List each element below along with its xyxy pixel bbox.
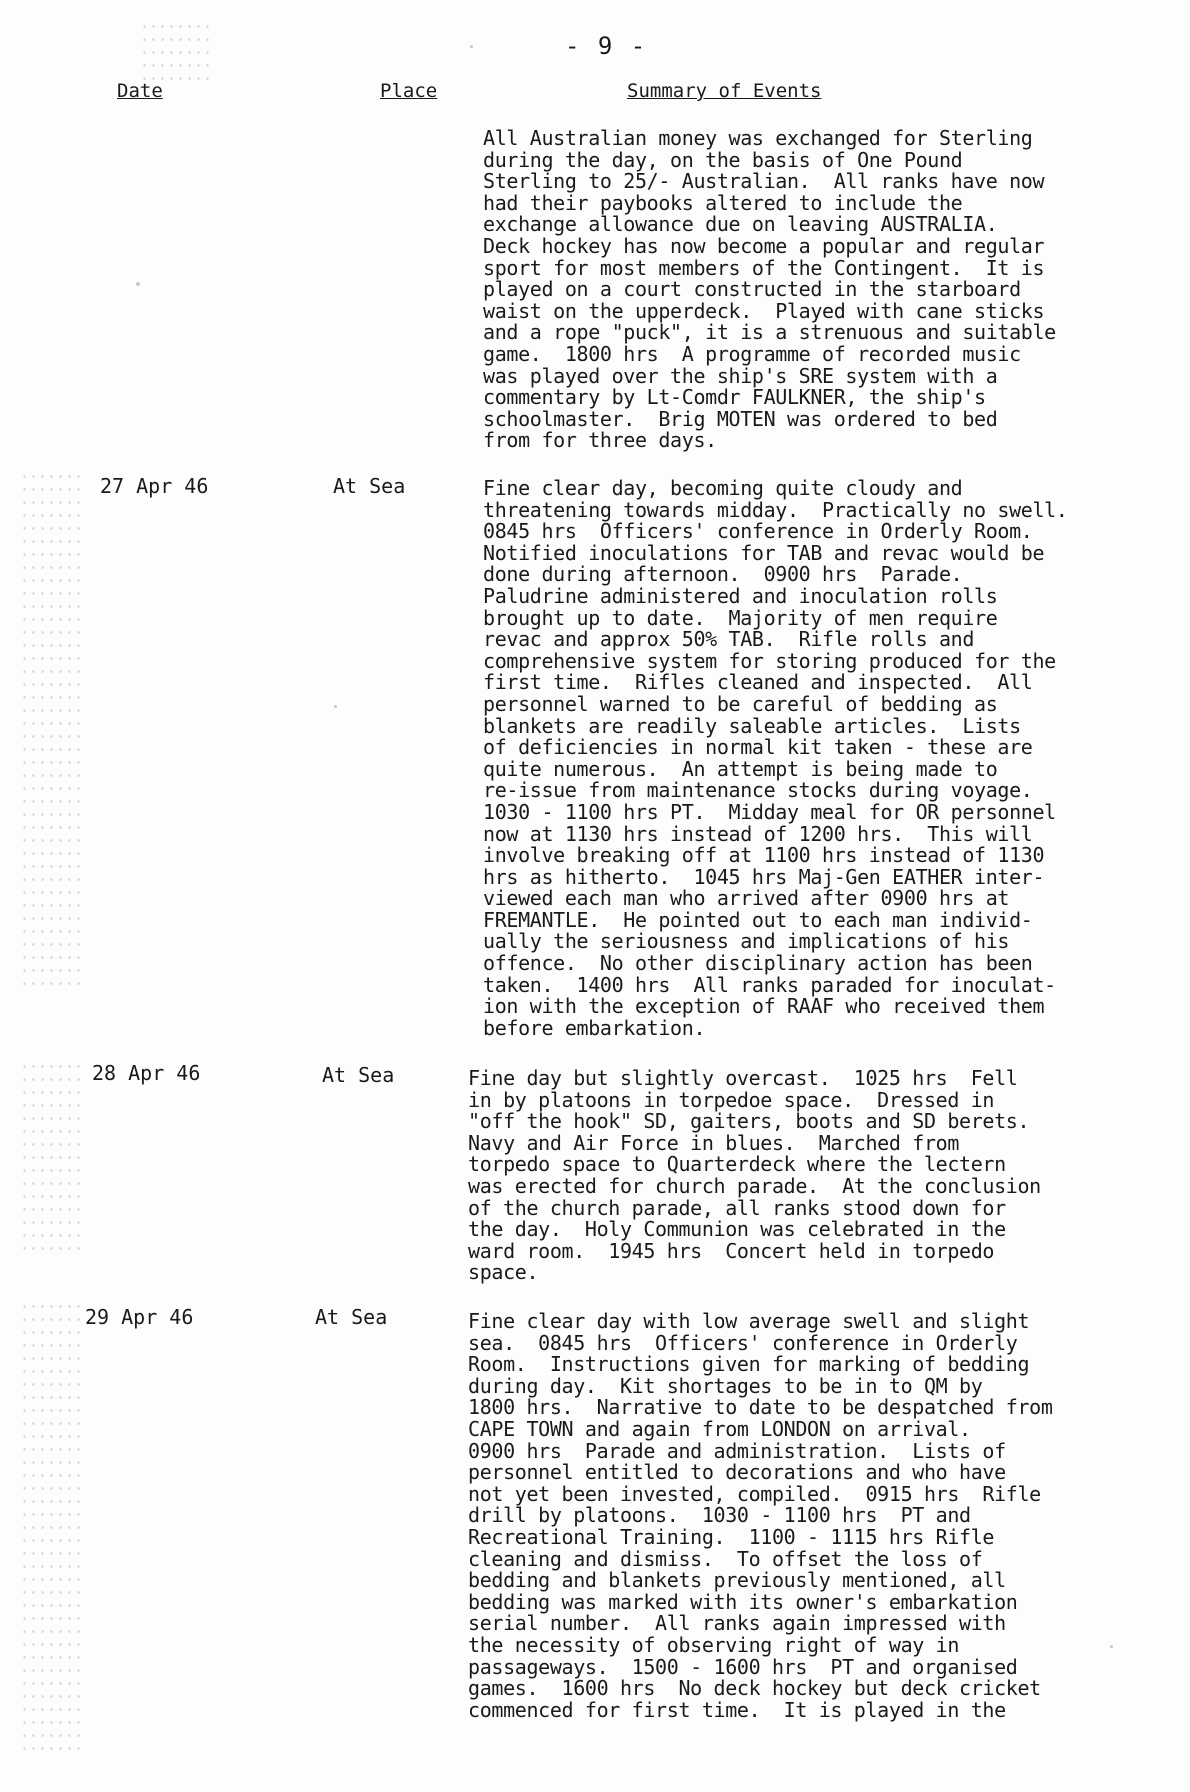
entry-summary: Fine day but slightly overcast. 1025 hrs Fell in by platoons in torpedoe space. Dressed in "off the hook" SD, gaiters, boots and SD berets. Navy and Air Force in blues. Marched from torpedo space to Quarterdeck where the lectern was erected for church parade. At the conclusion of the church parade, all ranks stood down for the day. Holy Communion was celebrated in the ward room. 1945 hrs Concert held in torpedo space. <box>468 1066 1041 1285</box>
column-header-date: Date <box>117 80 163 102</box>
entry-place: At Sea <box>322 1063 395 1087</box>
entry-place: At Sea <box>315 1305 388 1329</box>
entry-summary: Fine clear day with low average swell and slight sea. 0845 hrs Officers' conference in Orderly Room. Instructions given for marking of bedding during day. Kit shortages to be in to QM by 1800 hrs. Narrative to date to be despatched from CAPE TOWN and again from LONDON on arrival. 0900 hrs Parade and administration. Lists of personnel entitled to decorations and who have not yet been invested, compiled. 0915 hrs Rifle drill by platoons. 1030 - 1100 hrs PT and Recreational Training. 1100 - 1115 hrs Rifle cleaning and dismiss. To offset the loss of bedding and blankets previously mentioned, all bedding was marked with its owner's embarkation serial number. All ranks again impressed with the necessity of observing right of way in passageways. 1500 - 1600 hrs PT and organised games. 1600 hrs No deck hockey but deck cricket commenced for first time. It is played in the <box>468 1309 1053 1722</box>
scan-speck <box>136 282 140 286</box>
entry-date: 27 Apr 46 <box>100 474 209 498</box>
entry-summary: Fine clear day, becoming quite cloudy and threatening towards midday. Practically no swell. 0845 hrs Officers' conference in Orderly Room. Notified inoculations for TAB and revac would be done during afternoon. 0900 hrs Parade. Paludrine administered and inoculation rolls brought up to date. Majority of men require revac and approx 50% TAB. Rifle rolls and comprehensive system for storing produced for the first time. Rifles cleaned and inspected. All personnel warned to be careful of bedding as blankets are readily saleable articles. Lists of deficiencies in normal kit taken - these are quite numerous. An attempt is being made to re-issue from maintenance stocks during voyage. 1030 - 1100 hrs PT. Midday meal for OR personnel now at 1130 hrs instead of 1200 hrs. This will involve breaking off at 1100 hrs instead of 1130 hrs as hitherto. 1045 hrs Maj-Gen EATHER inter- viewed each man who arrived after 0900 hrs at FREMANTLE. He pointed out to each man individ- ually the seriousness and implications of his offence. No other disciplinary action has been taken. 1400 hrs All ranks paraded for inoculat- ion with the exception of RAAF who received them before embarkation. <box>483 476 1068 1040</box>
scan-noise-left-mid <box>20 470 80 990</box>
column-header-place: Place <box>380 80 438 102</box>
entry-date: 28 Apr 46 <box>92 1061 201 1085</box>
entry-summary: All Australian money was exchanged for Sterling during the day, on the basis of One Pound Sterling to 25/- Australian. All ranks have now had their paybooks altered to include the exchange allowance due on leaving AUSTRALIA. Deck hockey has now become a popular and regular sport for most members of the Contingent. It is played on a court constructed in the starboard waist on the upperdeck. Played with cane sticks and a rope "puck", it is a strenuous and suitable game. 1800 hrs A programme of recorded music was played over the ship's SRE system with a commentary by Lt-Comdr FAULKNER, the ship's schoolmaster. Brig MOTEN was ordered to bed from for three days. <box>483 126 1056 453</box>
column-header-summary: Summary of Events <box>627 80 822 102</box>
entry-date: 29 Apr 46 <box>85 1305 194 1329</box>
entry-place: At Sea <box>333 474 406 498</box>
scan-speck <box>1110 1645 1113 1648</box>
scan-noise-left-bottom <box>20 1300 80 1760</box>
scan-speck <box>470 45 473 48</box>
scan-noise-left-low <box>20 1060 80 1260</box>
page-number: - 9 - <box>565 32 648 60</box>
scan-speck <box>334 705 337 708</box>
scan-noise-left-top <box>140 20 210 80</box>
